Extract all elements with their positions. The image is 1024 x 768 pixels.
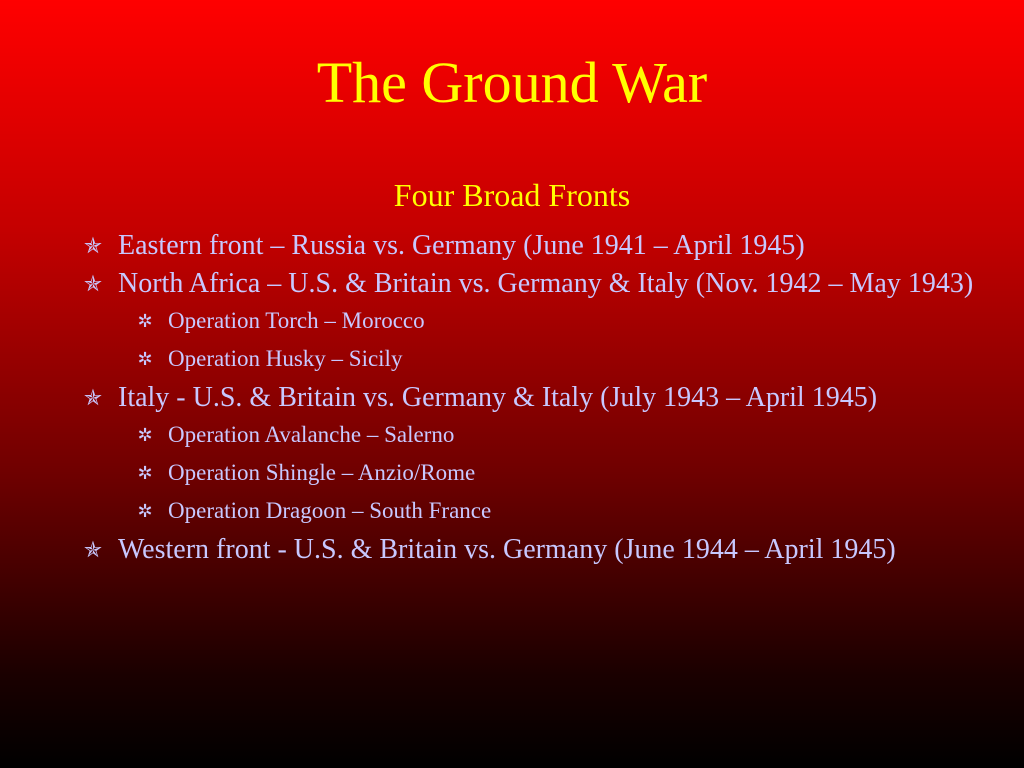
bullet-text: Western front - U.S. & Britain vs. Germany (June 1944 – April 1945) <box>118 534 896 565</box>
sub-bullet-text: Operation Torch – Morocco <box>168 308 425 333</box>
bullet-text: Italy - U.S. & Britain vs. Germany & Italy (July 1943 – April 1945) <box>118 382 878 413</box>
bullet-list <box>80 226 1000 568</box>
sub-bullet-item <box>80 454 1000 492</box>
sub-bullet-text: Operation Husky – Sicily <box>168 346 403 371</box>
sub-bullet-item <box>80 302 1000 340</box>
bullet-item-italy <box>80 380 1000 416</box>
slide-subtitle: Four Broad Fronts <box>393 177 631 213</box>
sub-bullet-text: Operation Dragoon – South France <box>168 498 492 523</box>
sub-bullet-item <box>80 492 1000 530</box>
sub-bullet-text: Operation Shingle – Anzio/Rome <box>168 460 476 485</box>
bullet-item-eastern-front <box>80 228 1000 264</box>
sub-bullet-item <box>80 340 1000 378</box>
bullet-item-north-africa <box>80 266 1000 302</box>
star-bullet-icon: ✯ <box>83 271 103 296</box>
sub-bullet-item <box>80 416 1000 454</box>
slide-title: The Ground War <box>316 50 708 115</box>
asterisk-bullet-icon: ✲ <box>137 349 153 369</box>
star-bullet-icon: ✯ <box>83 233 103 258</box>
bullet-text: North Africa – U.S. & Britain vs. Germany & Italy (Nov. 1942 – May 1943) <box>118 268 974 299</box>
bullet-text: Eastern front – Russia vs. Germany (June 1941 – April 1945) <box>118 230 805 261</box>
sub-bullet-text: Operation Avalanche – Salerno <box>168 422 455 447</box>
asterisk-bullet-icon: ✲ <box>137 463 153 483</box>
asterisk-bullet-icon: ✲ <box>137 425 153 445</box>
asterisk-bullet-icon: ✲ <box>137 311 153 331</box>
star-bullet-icon: ✯ <box>83 385 103 410</box>
bullet-item-western-front <box>80 532 1000 568</box>
asterisk-bullet-icon: ✲ <box>137 501 153 521</box>
star-bullet-icon: ✯ <box>83 537 103 562</box>
